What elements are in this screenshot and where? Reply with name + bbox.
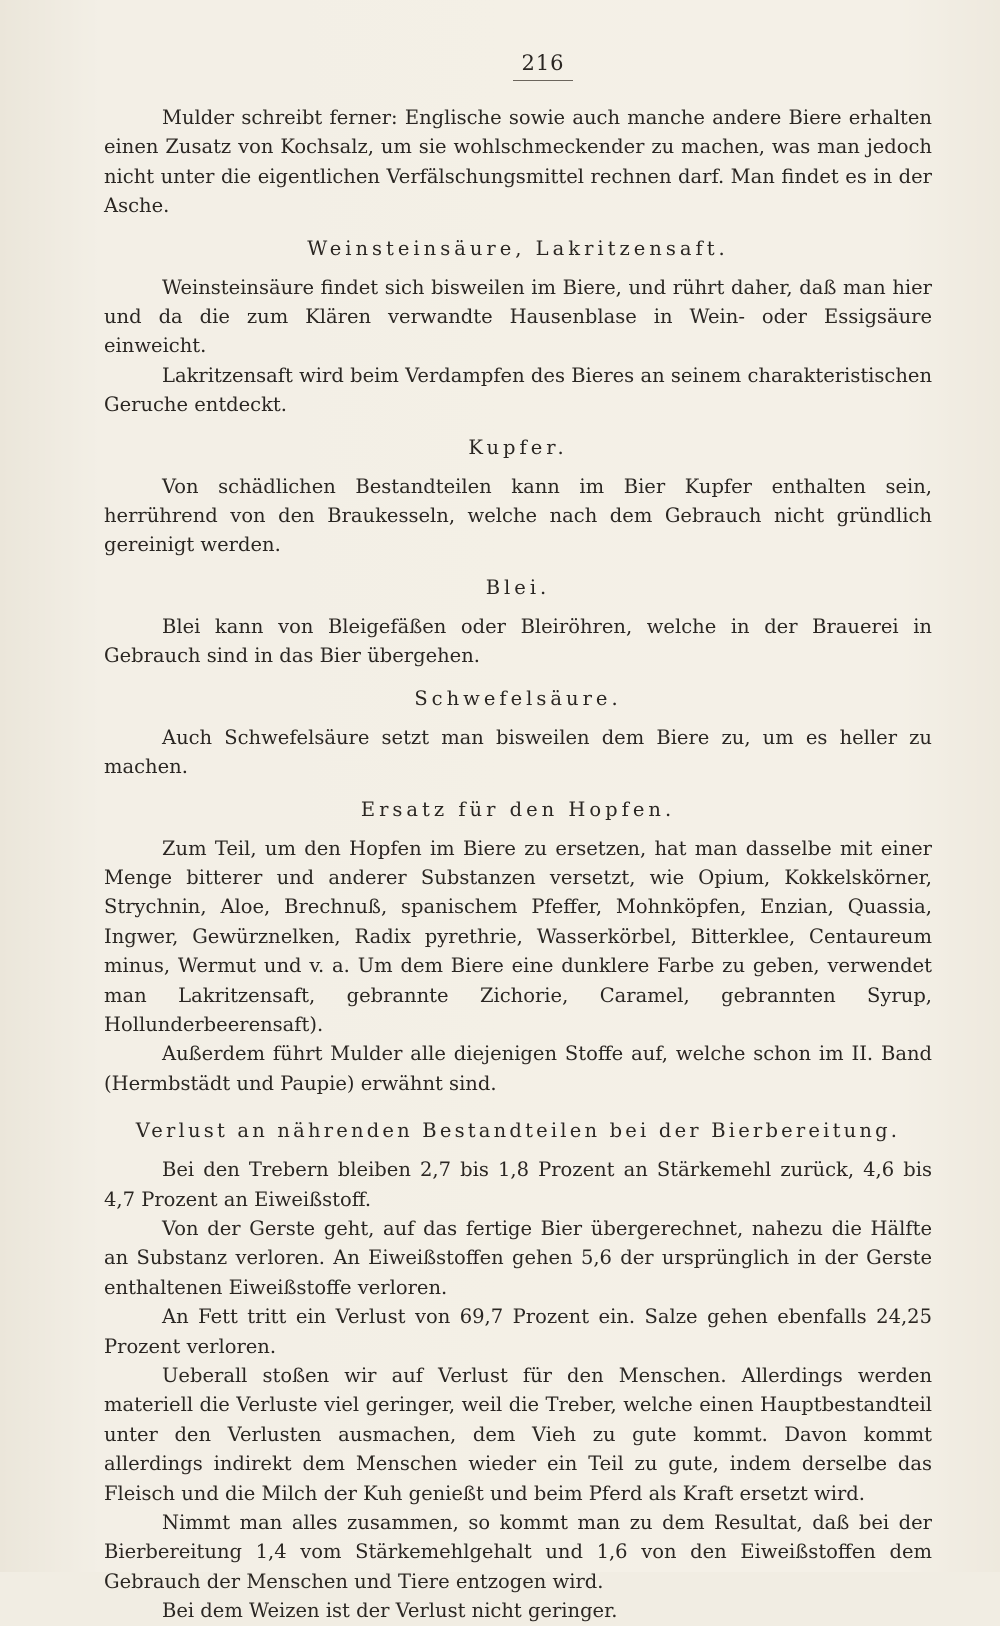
heading-verlust: Verlust an nährenden Bestandteilen bei der Bierbereitung. bbox=[135, 1119, 901, 1143]
paragraph-ueberall: Ueberall stoßen wir auf Verlust für den Menschen. Allerdings werden materiell die Verluste viel geringer, weil die Treber, welche einen Hauptbestandteil unter den Verlusten ausmachen, dem Vieh zu gute kommt. Davon kommt allerdings indirekt dem Menschen wieder ein Teil zu gute, indem derselbe das Fleisch und die Milch der Kuh genießt und beim Pferd als Kraft ersetzt wird. bbox=[104, 1364, 932, 1505]
paragraph-mulder-salt: Mulder schreibt ferner: Englische sowie auch manche andere Biere erhalten einen Zusatz von Kochsalz, um sie wohlschmeckender zu machen, was man jedoch nicht unter die eigentlichen Verfälschungsmittel rechnen darf. Man findet es in der Asche. bbox=[104, 106, 932, 218]
paragraph-lakritzensaft: Lakritzensaft wird beim Verdampfen des Bieres an seinem charakteristischen Geruche entdeckt. bbox=[104, 363, 932, 417]
paragraph-blei: Blei kann von Bleigefäßen oder Bleiröhren, welche in der Brauerei in Gebrauch sind in das Bier übergehen. bbox=[104, 614, 932, 668]
heading-weinsteinsaeure: Weinsteinsäure, Lakritzensaft. bbox=[307, 236, 729, 260]
page-number: 216 bbox=[104, 48, 932, 81]
paragraph-gerste: Von der Gerste geht, auf das fertige Bier übergerechnet, nahezu die Hälfte an Substanz verloren. An Eiweißstoffen gehen 5,6 der ursprünglich in der Gerste enthaltenen Eiweißstoffe verloren. bbox=[104, 1216, 932, 1299]
heading-blei: Blei. bbox=[485, 575, 551, 599]
heading-kupfer: Kupfer. bbox=[468, 435, 568, 459]
paragraph-fett: An Fett tritt ein Verlust von 69,7 Prozent ein. Salze gehen ebenfalls 24,25 Prozent verloren. bbox=[104, 1305, 932, 1358]
paragraph-schwefelsaeure: Auch Schwefelsäure setzt man bisweilen dem Biere zu, um es heller zu machen. bbox=[104, 725, 932, 779]
paragraph-weizen: Bei dem Weizen ist der Verlust nicht geringer. bbox=[162, 1599, 618, 1623]
paragraph-kupfer: Von schädlichen Bestandteilen kann im Bier Kupfer enthalten sein, herrührend von den Braukesseln, welche nach dem Gebrauch nicht gründlich gereinigt werden. bbox=[104, 474, 932, 557]
heading-schwefelsaeure: Schwefelsäure. bbox=[414, 686, 622, 710]
heading-ersatz-hopfen: Ersatz für den Hopfen. bbox=[360, 797, 676, 821]
paragraph-weinsteinsaeure: Weinsteinsäure findet sich bisweilen im Biere, und rührt daher, daß man hier und da die zum Klären verwandte Hausenblase in Wein- oder Essigsäure einweicht. bbox=[104, 275, 932, 358]
paragraph-trebern: Bei den Trebern bleiben 2,7 bis 1,8 Prozent an Stärkemehl zurück, 4,6 bis 4,7 Prozent an Eiweißstoff. bbox=[104, 1158, 932, 1211]
paragraph-resultat: Nimmt man alles zusammen, so kommt man zu dem Resultat, daß bei der Bierbereitung 1,4 vom Stärkemehlgehalt und 1,6 von den Eiweißstoffen dem Gebrauch der Menschen und Tiere entzogen wird. bbox=[104, 1511, 932, 1593]
paragraph-mulder-stoffe: Außerdem führt Mulder alle diejenigen Stoffe auf, welche schon im II. Band (Hermbstädt und Paupie) erwähnt sind. bbox=[104, 1042, 932, 1095]
paragraph-ersatz-hopfen: Zum Teil, um den Hopfen im Biere zu ersetzen, hat man dasselbe mit einer Menge bitterer und anderer Substanzen versetzt, wie Opium, Kokkelskörner, Strychnin, Aloe, Brechnuß, spanischem Pfeffer, Mohnköpfen, Enzian, Quassia, Ingwer, Gewürznelken, Radix pyrethrie, Wasserkörbel, Bitterklee, Centaureum minus, Wermut und v. a. Um dem Biere eine dunklere Farbe zu geben, verwendet man Lakritzensaft, gebrannte Zichorie, Caramel, gebrannten Syrup, Hollunderbeerensaft). bbox=[104, 836, 932, 1036]
